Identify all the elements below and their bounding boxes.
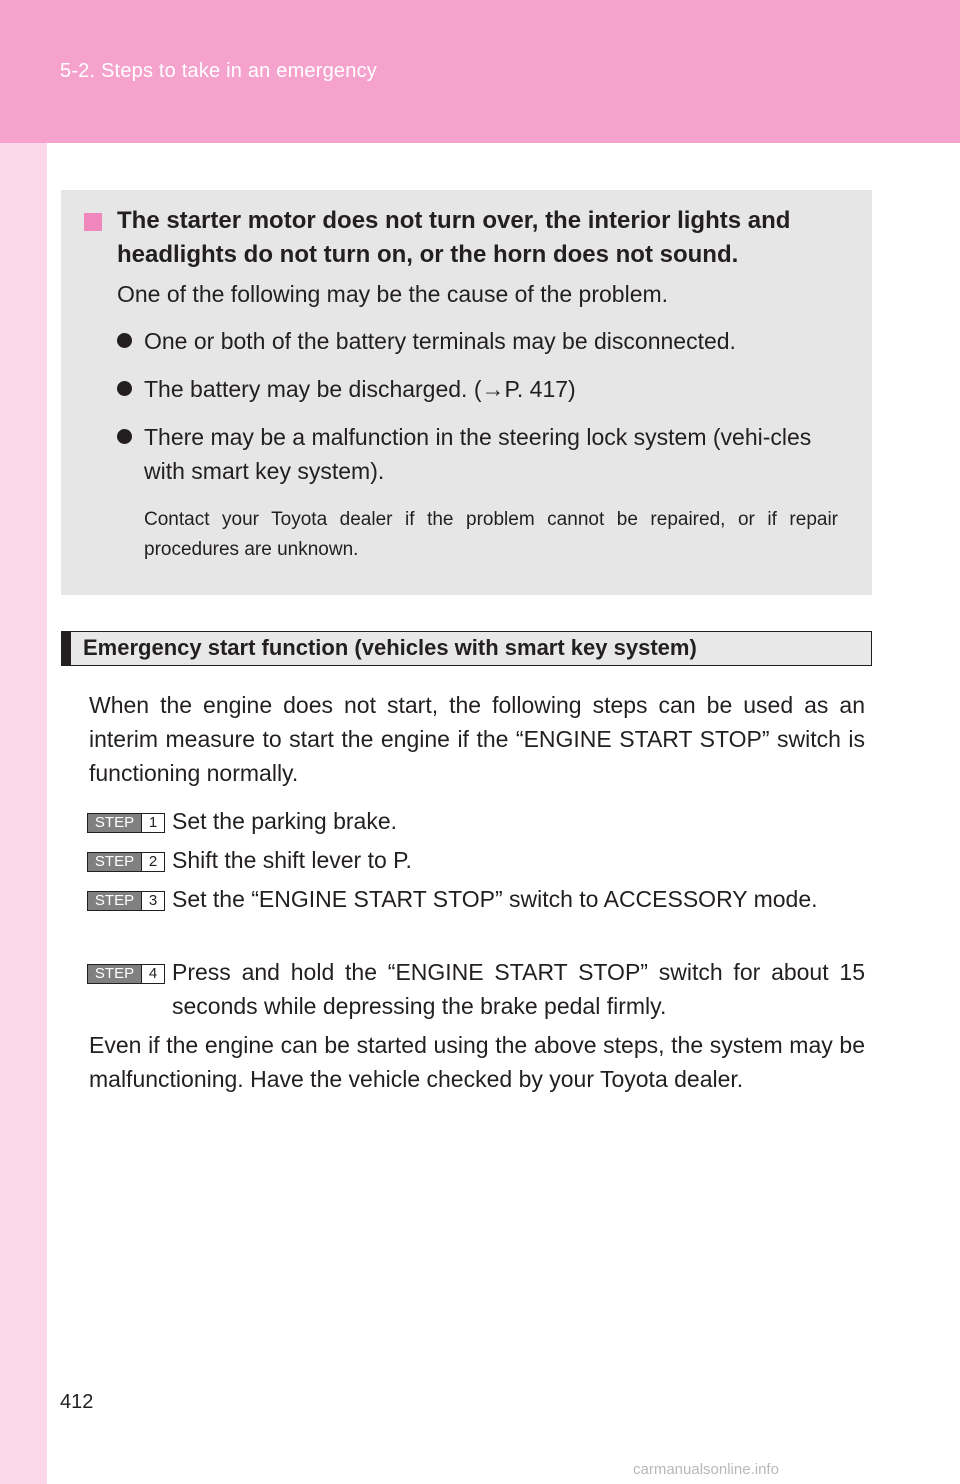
watermark: carmanualsonline.info: [633, 1461, 779, 1478]
step-badge-label: STEP: [88, 892, 141, 910]
step-badge-label: STEP: [88, 814, 141, 832]
bullet-dot-icon: [117, 429, 132, 444]
square-bullet-icon: [84, 213, 102, 231]
list-item-text: One or both of the battery terminals may be disconnected.: [144, 328, 736, 354]
step-text: Set the “ENGINE START STOP” switch to ACCESSORY mode.: [172, 886, 818, 912]
step-badge-number: 1: [141, 814, 164, 832]
bullet-dot-icon: [117, 333, 132, 348]
info-box-note: Contact your Toyota dealer if the problem cannot be repaired, or if repair procedures are unknown.: [144, 509, 838, 560]
page-number: 412: [60, 1391, 94, 1413]
info-box-intro: One of the following may be the cause of the problem.: [117, 281, 669, 307]
section-intro: When the engine does not start, the following steps can be used as an interim measure to start the engine if the “ENGINE START STOP” switch is functioning normally.: [89, 692, 865, 786]
section-title-bar: [61, 631, 872, 666]
step-badge-label: STEP: [88, 965, 141, 983]
section-breadcrumb: 5-2. Steps to take in an emergency: [60, 60, 377, 82]
step-badge: [87, 852, 165, 872]
step-text: Shift the shift lever to P.: [172, 847, 412, 873]
closing-paragraph: Even if the engine can be started using the above steps, the system may be malfunctioning. Have the vehicle checked by your Toyota dealer.: [89, 1032, 865, 1092]
step-text: Set the parking brake.: [172, 808, 398, 834]
step-badge: [87, 813, 165, 833]
step-badge-label: STEP: [88, 853, 141, 871]
bullet-dot-icon: [117, 381, 132, 396]
step-badge: [87, 964, 165, 984]
section-marker: [62, 632, 71, 665]
step-badge-number: 2: [141, 853, 164, 871]
side-margin-band: [0, 143, 47, 1484]
step-badge: [87, 891, 165, 911]
section-title: Emergency start function (vehicles with smart key system): [83, 635, 697, 660]
list-item-text: The battery may be discharged. (→P. 417): [144, 376, 576, 402]
step-text: Press and hold the “ENGINE START STOP” switch for about 15 seconds while depressing the brake pedal firmly.: [172, 959, 865, 1019]
troubleshooting-info-box: [61, 190, 872, 595]
step-badge-number: 3: [141, 892, 164, 910]
info-box-heading: The starter motor does not turn over, the interior lights and headlights do not turn on, or the horn does not sound.: [117, 207, 791, 268]
step-badge-number: 4: [141, 965, 164, 983]
list-item-text: There may be a malfunction in the steering lock system (vehi-cles with smart key system).: [144, 424, 812, 484]
